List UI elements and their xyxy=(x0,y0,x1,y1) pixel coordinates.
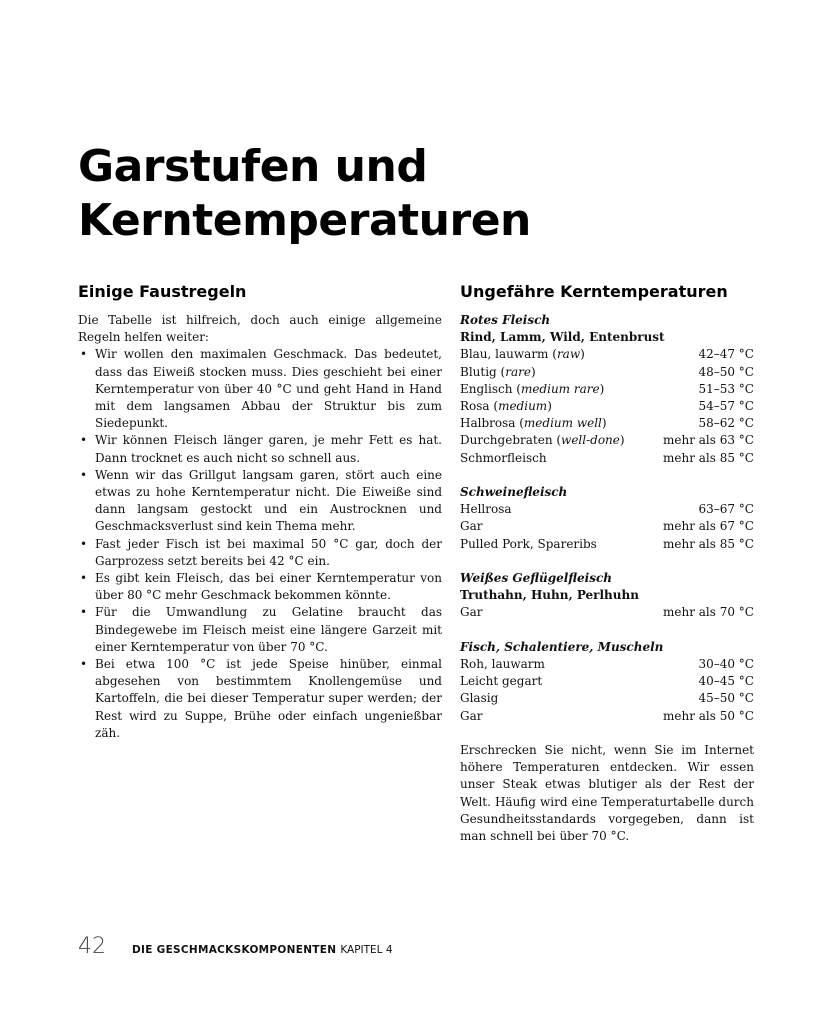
row-label: Rosa xyxy=(460,399,490,414)
row-note: medium rare xyxy=(520,381,600,396)
page-title-line-1: Garstufen und xyxy=(78,141,428,192)
rule-item: • Wenn wir das Grillgut langsam garen, stört auch eine etwas zu hohe Kerntemperatur nicht. Die Eiweiße sind dann langsam gestockt und ein Austrocknen und Geschmacksverlust sind kein Thema mehr. xyxy=(78,467,442,536)
temperature-row xyxy=(460,536,754,553)
rule-item: • Für die Umwandlung zu Gelatine braucht das Bindegewebe im Fleisch meist eine längere Garzeit mit einer Kerntemperatur von über 70 °C. xyxy=(78,604,442,656)
temperature-row xyxy=(460,604,754,621)
rule-item: • Wir können Fleisch länger garen, je mehr Fett es hat. Dann trocknet es auch nicht so schnell aus. xyxy=(78,432,442,466)
row-label: Halbrosa xyxy=(460,416,516,431)
temperature-row xyxy=(460,656,754,673)
row-value: 58–62 °C xyxy=(698,416,754,431)
row-value: 42–47 °C xyxy=(698,347,754,362)
section-subtitle: Truthahn, Huhn, Perlhuhn xyxy=(460,588,639,603)
section-title: Weißes Geflügelfleisch xyxy=(460,571,612,586)
temperature-note: Erschrecken Sie nicht, wenn Sie im Internet höhere Temperaturen entdecken. Wir essen unser Steak etwas blutiger als der Rest der Welt. Häufig wird eine Temperaturtabelle durch Gesundheitsstandards vorgegeben, dann ist man schnell bei über 70 °C. xyxy=(460,743,754,844)
row-label: Schmorfleisch xyxy=(460,450,547,465)
temperature-table xyxy=(460,312,754,725)
row-note: rare xyxy=(505,364,531,379)
page-footer xyxy=(78,934,393,959)
temperature-row xyxy=(460,690,754,707)
row-label-group: Englisch (medium rare) xyxy=(460,381,605,396)
row-label-group xyxy=(460,536,597,553)
temperature-heading: Ungefähre Kerntemperaturen xyxy=(460,282,728,301)
temperature-row xyxy=(460,673,754,690)
section-title: Schweinefleisch xyxy=(460,485,568,500)
row-label-group xyxy=(460,604,482,621)
row-label: Roh, lauwarm xyxy=(460,657,545,672)
row-value: 45–50 °C xyxy=(698,691,754,706)
row-label: Leicht gegart xyxy=(460,674,543,689)
row-value: 48–50 °C xyxy=(698,364,754,379)
temperature-row xyxy=(460,432,754,449)
temperature-row xyxy=(460,450,754,467)
row-note: well-done xyxy=(561,433,620,448)
row-label: Gar xyxy=(460,519,483,534)
row-value: 63–67 °C xyxy=(698,502,754,517)
row-label: Blutig xyxy=(460,364,497,379)
page-number: 42 xyxy=(78,934,106,959)
temperature-row xyxy=(460,398,754,415)
section-title: Rotes Fleisch xyxy=(460,313,551,327)
row-label: Pulled Pork, Spareribs xyxy=(460,536,597,551)
temperature-row xyxy=(460,364,754,381)
row-label-group xyxy=(460,518,482,535)
temperature-row xyxy=(460,708,754,725)
row-value: 30–40 °C xyxy=(698,657,754,672)
row-label: Englisch xyxy=(460,381,513,396)
row-label-group: Durchgebraten (well-done) xyxy=(460,433,625,448)
page-title xyxy=(78,140,778,248)
rules-list xyxy=(78,346,442,742)
temperature-row xyxy=(460,501,754,518)
page-title-line-2: Kerntemperaturen xyxy=(78,195,531,246)
row-label-group: Halbrosa (medium well) xyxy=(460,416,607,431)
row-label: Durchgebraten xyxy=(460,433,553,448)
temperature-column xyxy=(460,282,754,845)
row-label-group xyxy=(460,673,542,690)
row-value: mehr als 67 °C xyxy=(663,519,754,534)
row-label-group xyxy=(460,656,545,673)
rule-item: • Wir wollen den maximalen Geschmack. Das bedeutet, dass das Eiweiß stocken muss. Dies geschieht bei einer Kerntemperatur von über 40 °C und geht Hand in Hand mit dem langsamen Abbau der Struktur bis zum Siedepunkt. xyxy=(78,346,442,432)
row-note: medium well xyxy=(523,416,602,431)
row-note: raw xyxy=(556,347,581,362)
row-label: Gar xyxy=(460,605,483,620)
row-label: Glasig xyxy=(460,691,499,706)
row-value: mehr als 85 °C xyxy=(663,536,754,551)
row-label-group: Rosa (medium) xyxy=(460,399,552,414)
row-value: mehr als 63 °C xyxy=(663,433,754,448)
footer-chapter: KAPITEL 4 xyxy=(340,944,393,956)
temperature-section xyxy=(460,484,754,553)
row-label: Blau, lauwarm xyxy=(460,347,549,362)
temperature-row xyxy=(460,415,754,432)
row-value: mehr als 85 °C xyxy=(663,450,754,465)
row-label-group: Blutig (rare) xyxy=(460,364,536,379)
temperature-row xyxy=(460,518,754,535)
temperature-section xyxy=(460,639,754,725)
row-value: mehr als 70 °C xyxy=(663,605,754,620)
row-label-group xyxy=(460,708,482,725)
temperature-section xyxy=(460,312,754,467)
footer-section: DIE GESCHMACKSKOMPONENTEN xyxy=(132,944,337,956)
row-value: 54–57 °C xyxy=(698,399,754,414)
rule-item: • Bei etwa 100 °C ist jede Speise hinüber, einmal abgesehen von bestimmtem Knollengemüse und Kartoffeln, die bei dieser Temperatur super werden; der Rest wird zu Suppe, Brühe oder einfach ungenießbar zäh. xyxy=(78,656,442,742)
rules-intro: Die Tabelle ist hilfreich, doch auch einige allgemeine Regeln helfen weiter: xyxy=(78,313,442,345)
row-value: 40–45 °C xyxy=(698,674,754,689)
row-value: 51–53 °C xyxy=(698,381,754,396)
row-label-group xyxy=(460,501,512,518)
rules-column xyxy=(78,282,442,742)
rules-heading: Einige Faustregeln xyxy=(78,282,247,301)
row-label-group xyxy=(460,690,498,707)
row-value: mehr als 50 °C xyxy=(663,708,754,723)
section-title: Fisch, Schalentiere, Muscheln xyxy=(460,639,664,654)
temperature-row xyxy=(460,346,754,363)
row-label: Hellrosa xyxy=(460,502,512,517)
rule-item: • Es gibt kein Fleisch, das bei einer Kerntemperatur von über 80 °C mehr Geschmack bekommen könnte. xyxy=(78,570,442,604)
section-subtitle: Rind, Lamm, Wild, Entenbrust xyxy=(460,330,665,345)
row-note: medium xyxy=(498,399,548,414)
row-label: Gar xyxy=(460,708,483,723)
row-label-group: Blau, lauwarm (raw) xyxy=(460,347,585,362)
row-label-group xyxy=(460,450,547,467)
temperature-section xyxy=(460,570,754,622)
rule-item: • Fast jeder Fisch ist bei maximal 50 °C gar, doch der Garprozess setzt bereits bei 42 °C ein. xyxy=(78,536,442,570)
temperature-row xyxy=(460,381,754,398)
